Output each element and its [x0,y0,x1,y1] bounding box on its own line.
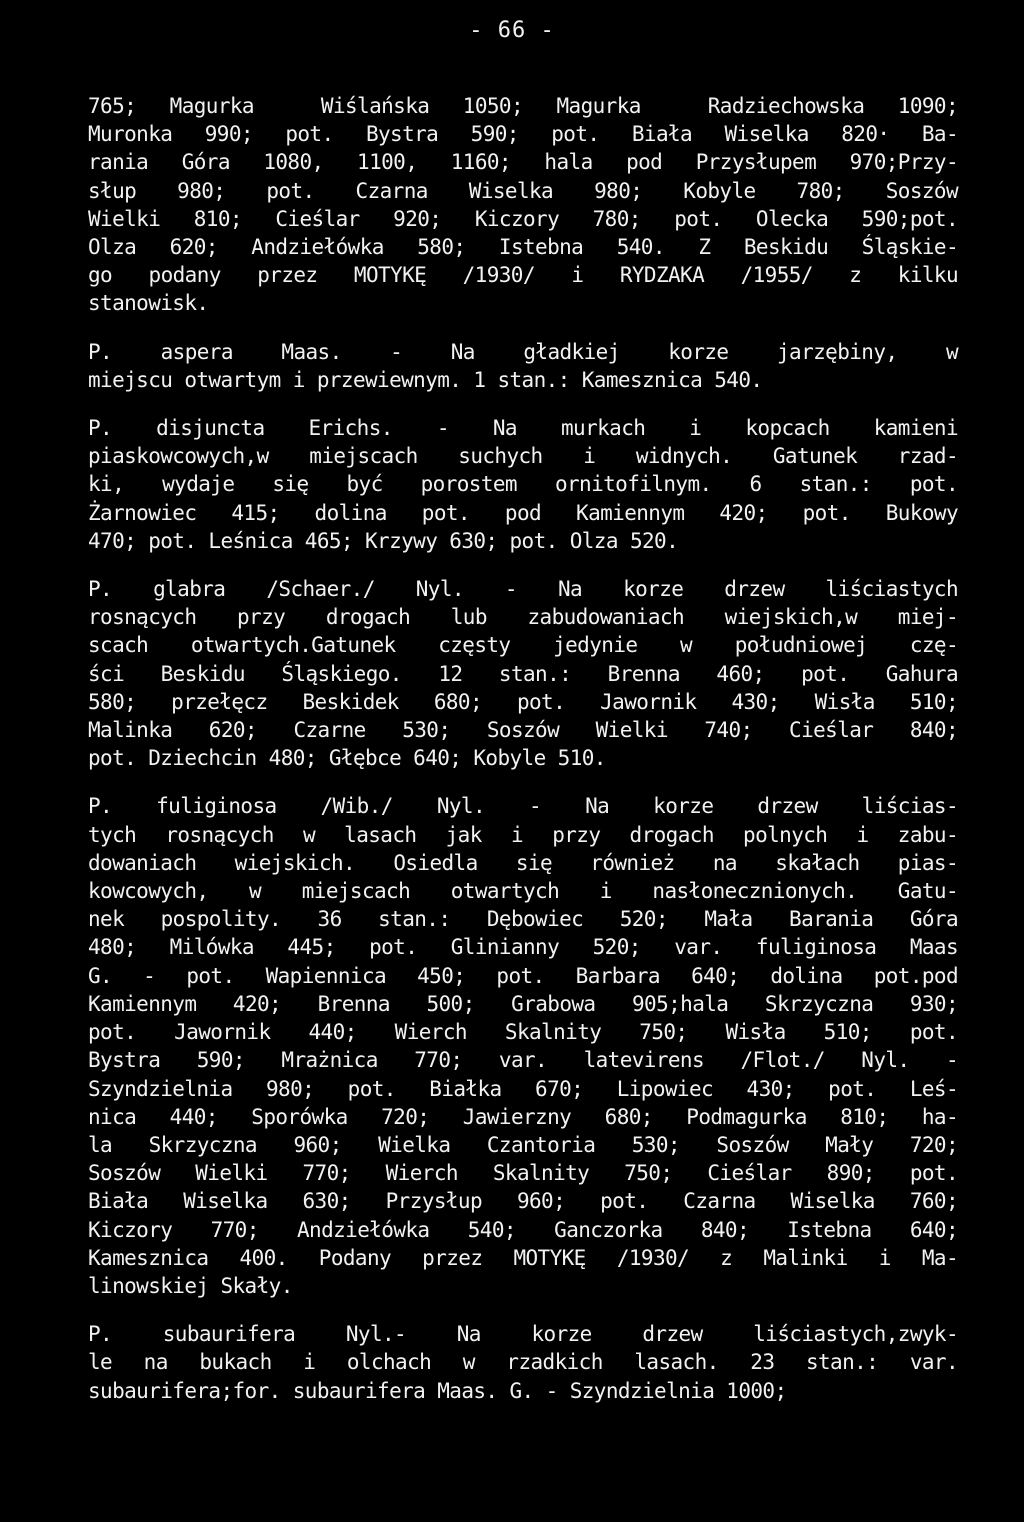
text-line: Biała Wiselka 630; Przysłup 960; pot. Czarna Wiselka 760; [88,1189,958,1214]
paragraph [88,1320,958,1405]
paragraph [88,792,958,1300]
text-line: Malinka 620; Czarne 530; Soszów Wielki 740; Cieślar 840; [88,718,958,743]
text-line: Kamesznica 400. Podany przez MOTYKĘ /1930/ z Malinki i Ma- [88,1245,958,1270]
text-line: tych rosnących w lasach jak i przy drogach polnych i zabu- [88,822,958,847]
text-line: P. subaurifera Nyl.- Na korze drzew liściastych,zwyk- [88,1322,958,1347]
text-line: Olza 620; Andziełówka 580; Istebna 540. Z Beskidu Śląskie- [88,235,958,260]
text-line: piaskowcowych,w miejscach suchych i widnych. Gatunek rzad- [88,444,958,469]
text-line: 480; Milówka 445; pot. Glinianny 520; var. fuliginosa Maas [88,935,958,960]
text-line: pot. Dziechcin 480; Głębce 640; Kobyle 510. [88,746,606,771]
text-line: P. disjuncta Erichs. - Na murkach i kopcach kamieni [88,416,958,441]
paragraph [88,575,958,772]
text-line: go podany przez MOTYKĘ /1930/ i RYDZAKA /1955/ z kilku [88,263,958,288]
text-line: dowaniach wiejskich. Osiedla się również na skałach pias- [88,850,958,875]
paragraph [88,338,958,394]
text-line: Kiczory 770; Andziełówka 540; Ganczorka 840; Istebna 640; [88,1217,958,1242]
text-line: pot. Jawornik 440; Wierch Skalnity 750; Wisła 510; pot. [88,1020,958,1045]
text-line: le na bukach i olchach w rzadkich lasach. 23 stan.: var. [88,1350,958,1375]
text-line: Bystra 590; Mrażnica 770; var. latevirens /Flot./ Nyl. - [88,1048,958,1073]
text-line: 765; Magurka Wiślańska 1050; Magurka Radziechowska 1090; [88,94,958,118]
text-line: Kamiennym 420; Brenna 500; Grabowa 905;hala Skrzyczna 930; [88,991,958,1016]
paragraph [88,414,958,555]
text-line: rania Góra 1080, 1100, 1160; hala pod Przysłupem 970;Przy- [88,150,958,175]
text-line: Wielki 810; Cieślar 920; Kiczory 780; pot. Olecka 590;pot. [88,206,958,231]
text-line: nica 440; Sporówka 720; Jawierzny 680; Podmagurka 810; ha- [88,1104,958,1129]
text-line: 580; przełęcz Beskidek 680; pot. Jawornik 430; Wisła 510; [88,689,958,714]
text-line: Muronka 990; pot. Bystra 590; pot. Biała Wiselka 820· Ba- [88,122,958,147]
text-line: G. - pot. Wapiennica 450; pot. Barbara 640; dolina pot.pod [88,963,958,988]
text-line: Soszów Wielki 770; Wierch Skalnity 750; Cieślar 890; pot. [88,1161,958,1186]
text-line: P. fuliginosa /Wib./ Nyl. - Na korze drzew liścias- [88,794,958,819]
text-line: P. glabra /Schaer./ Nyl. - Na korze drzew liściastych [88,577,958,602]
text-line: słup 980; pot. Czarna Wiselka 980; Kobyle 780; Soszów [88,178,958,203]
text-line: Szyndzielnia 980; pot. Białka 670; Lipowiec 430; pot. Leś- [88,1076,958,1101]
text-line: Żarnowiec 415; dolina pot. pod Kamiennym 420; pot. Bukowy [88,500,958,525]
text-line: ści Beskidu Śląskiego. 12 stan.: Brenna 460; pot. Gahura [88,661,958,686]
text-line: rosnących przy drogach lub zabudowaniach wiejskich,w miej- [88,605,958,630]
text-line: scach otwartych.Gatunek częsty jedynie w południowej czę- [88,633,958,658]
text-line: miejscu otwartym i przewiewnym. 1 stan.: Kamesznica 540. [88,367,763,392]
text-line: nek pospolity. 36 stan.: Dębowiec 520; Mała Barania Góra [88,907,958,932]
text-line: la Skrzyczna 960; Wielka Czantoria 530; Soszów Mały 720; [88,1132,958,1157]
text-line: P. aspera Maas. - Na gładkiej korze jarzębiny, w [88,339,958,364]
page-number: - 66 - [469,18,555,43]
page-body [88,92,958,1425]
paragraph [88,92,958,318]
text-line: 470; pot. Leśnica 465; Krzywy 630; pot. Olza 520. [88,528,679,553]
text-line: subaurifera;for. subaurifera Maas. G. - Szyndzielnia 1000; [88,1378,787,1403]
text-line: linowskiej Skały. [88,1273,293,1298]
text-line: kowcowych, w miejscach otwartych i nasłonecznionych. Gatu- [88,879,958,904]
text-line: ki, wydaje się być porostem ornitofilnym. 6 stan.: pot. [88,472,958,497]
text-line: stanowisk. [88,291,209,316]
